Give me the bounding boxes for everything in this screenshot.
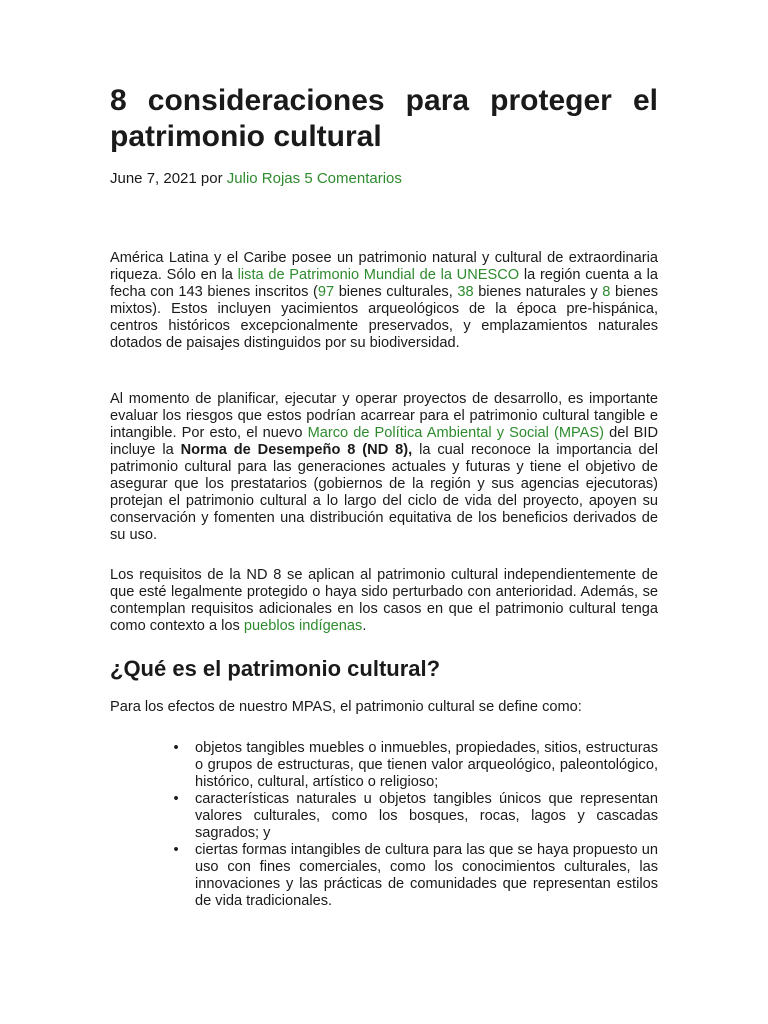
article-date: June 7, 2021 [110, 170, 197, 187]
author-link[interactable]: Julio Rojas [226, 170, 301, 187]
paragraph-text: la cual reconoce la importancia del patrimonio cultural para las generaciones actuales y futuras y tiene el objetivo de asegurar que los prestatarios (gobiernos de la región y sus agencias ejecutoras) protejan el patrimonio cultural a lo largo del ciclo de vida del proyecto, apoyen su conservación y fomenten una distribución equitativa de los beneficios derivados de su uso. [110, 442, 659, 543]
list-item [173, 842, 658, 910]
article-title: 8 consideraciones para proteger el patrimonio cultural [110, 84, 658, 153]
list-item [173, 740, 658, 791]
list-item-text: objetos tangibles muebles o inmuebles, propiedades, sitios, estructuras o grupos de estructuras, que tienen valor arqueológico, paleontológico, histórico, cultural, artístico o religioso; [195, 740, 658, 790]
cultural-sites-link[interactable]: 97 [317, 284, 335, 300]
paragraph-text: del BID incluye la [110, 425, 659, 458]
comments-link[interactable]: 5 Comentarios [304, 170, 402, 187]
definition-list [173, 740, 658, 910]
indigenous-peoples-link[interactable]: pueblos indígenas [243, 618, 363, 634]
article-meta [110, 169, 402, 189]
mpas-link[interactable]: Marco de Política Ambiental y Social (MPAS) [307, 425, 604, 441]
byline-label: por [200, 170, 223, 187]
list-item-text: características naturales u objetos tangibles únicos que representan valores culturales, como los bosques, rocas, lagos y cascadas sagrados; y [195, 791, 658, 841]
list-item-text: ciertas formas intangibles de cultura para las que se haya propuesto un uso con fines comerciales, como los conocimientos culturales, las innovaciones y las prácticas de comunidades que representan estilos de vida tradicionales. [195, 842, 658, 909]
paragraph-requirements [110, 567, 658, 635]
unesco-list-link[interactable]: lista de Patrimonio Mundial de la UNESCO [237, 267, 520, 283]
paragraph-text: . [362, 618, 367, 634]
bullet-icon: • [173, 791, 179, 807]
mixed-sites-link[interactable]: 8 [602, 284, 611, 300]
paragraph-text: bienes culturales, [334, 284, 458, 300]
paragraph-text: América Latina y el Caribe posee un patrimonio natural y cultural de extraordinaria riqueza. Sólo en la [110, 250, 658, 283]
bullet-icon: • [173, 740, 179, 756]
natural-sites-link[interactable]: 38 [457, 284, 474, 300]
section-heading: ¿Qué es el patrimonio cultural? [110, 656, 441, 681]
paragraph-text: la región cuenta a la fecha con 143 bienes inscritos ( [110, 267, 658, 300]
paragraph-mpas [110, 391, 658, 544]
section-intro: Para los efectos de nuestro MPAS, el patrimonio cultural se define como: [110, 699, 582, 715]
bullet-icon: • [173, 842, 179, 858]
list-item [173, 791, 658, 842]
nd8-bold-text: Norma de Desempeño 8 (ND 8), [180, 442, 413, 458]
paragraph-text: bienes naturales y [473, 284, 603, 300]
paragraph-text: Al momento de planificar, ejecutar y operar proyectos de desarrollo, es importante evaluar los riesgos que estos podrían acarrear para el patrimonio cultural tangible e intangible. Por esto, el nuevo [110, 391, 658, 441]
paragraph-text: bienes mixtos). Estos incluyen yacimientos arqueológicos de la época pre-hispánica, centros históricos excepcionalmente preservados, y emplazamientos naturales dotados de paisajes distinguidos por su biodiversidad. [110, 284, 658, 351]
paragraph-text: Los requisitos de la ND 8 se aplican al patrimonio cultural independientemente de que esté legalmente protegido o haya sido perturbado con anterioridad. Además, se contemplan requisitos adicionales en los casos en que el patrimonio cultural tenga como contexto a los [110, 567, 658, 634]
paragraph-intro [110, 250, 658, 352]
